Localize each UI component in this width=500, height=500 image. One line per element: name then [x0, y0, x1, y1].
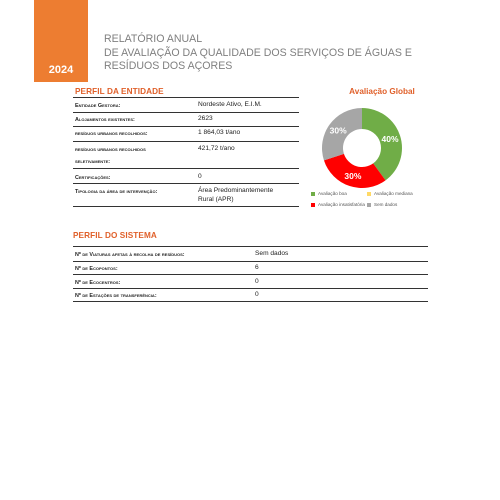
- field-value-area-type-cont: Rural (APR): [198, 196, 234, 203]
- legend-item-no-data: [367, 202, 397, 207]
- legend-swatch: [367, 192, 371, 196]
- legend-item-median: [367, 191, 413, 196]
- field-value-ecopoints: 6: [255, 264, 259, 271]
- field-label-dwellings: Alojamentos existentes:: [75, 117, 135, 123]
- field-value-certifications: 0: [198, 173, 202, 180]
- chart-title: Avaliação Global: [349, 87, 415, 96]
- section-title-system-profile: PERFIL DO SISTEMA: [73, 231, 157, 240]
- field-value-dwellings: 2623: [198, 115, 213, 122]
- field-label-urban-waste: resíduos urbanos recolhidos:: [75, 131, 148, 137]
- field-label-transfer-stations: Nº de Estações de transferência:: [75, 293, 157, 299]
- divider: [73, 288, 428, 289]
- field-label-ecocenters: Nº de Ecocentros:: [75, 280, 121, 286]
- field-value-vehicles: Sem dados: [255, 250, 289, 257]
- report-title-line: RELATÓRIO ANUAL: [104, 33, 203, 45]
- divider: [73, 112, 299, 113]
- divider: [73, 141, 299, 142]
- donut-chart: [319, 105, 405, 191]
- field-value-area-type: Área Predominantemente: [198, 187, 274, 194]
- legend-swatch: [311, 192, 315, 196]
- legend-swatch: [311, 203, 315, 207]
- field-value-selective-waste: 421,72 t/ano: [198, 145, 235, 152]
- year-block: [34, 0, 88, 82]
- legend-swatch: [367, 203, 371, 207]
- legend-item-unsatisfactory: [311, 202, 365, 207]
- field-label-managing-entity: Entidade Gestora:: [75, 103, 121, 109]
- divider: [73, 206, 299, 207]
- field-label-ecopoints: Nº de Ecopontos:: [75, 266, 118, 272]
- slice-good-label: 40%: [381, 133, 399, 144]
- field-value-urban-waste: 1 864,03 t/ano: [198, 129, 241, 136]
- field-value-transfer-stations: 0: [255, 291, 259, 298]
- legend-item-good: [311, 191, 347, 196]
- divider: [73, 183, 299, 184]
- legend-label: Avaliação boa: [318, 191, 347, 196]
- divider: [73, 126, 299, 127]
- section-title-entity-profile: PERFIL DA ENTIDADE: [75, 87, 164, 96]
- report-title-line: DE AVALIAÇÃO DA QUALIDADE DOS SERVIÇOS DE ÁGUAS E: [104, 46, 412, 59]
- divider: [73, 97, 299, 98]
- divider: [73, 274, 428, 275]
- legend-label: Avaliação insatisfatória: [318, 202, 365, 207]
- divider: [73, 261, 428, 262]
- divider: [73, 168, 299, 169]
- legend-label: Sem dados: [374, 202, 398, 207]
- report-title-line: RESÍDUOS DOS AÇORES: [104, 60, 233, 72]
- field-label-area-type: Tipologia da área de intervenção:: [75, 189, 158, 195]
- slice-unsatisfactory-label: 30%: [344, 171, 362, 182]
- field-value-ecocenters: 0: [255, 278, 259, 285]
- field-label-selective-waste-cont: seletivamente:: [75, 159, 111, 165]
- field-value-managing-entity: Nordeste Ativo, E.I.M.: [198, 101, 262, 108]
- field-label-vehicles: Nº de Viaturas afetas à recolha de resíduos:: [75, 252, 185, 258]
- report-year: 2024: [48, 64, 74, 76]
- legend-label: Avaliação mediana: [374, 191, 413, 196]
- field-label-certifications: Certificações:: [75, 175, 111, 181]
- slice-no-data-label: 30%: [329, 125, 347, 136]
- report-title: [104, 33, 494, 74]
- divider: [73, 301, 428, 302]
- field-label-selective-waste: resíduos urbanos recolhidos: [75, 147, 146, 153]
- divider: [73, 246, 428, 247]
